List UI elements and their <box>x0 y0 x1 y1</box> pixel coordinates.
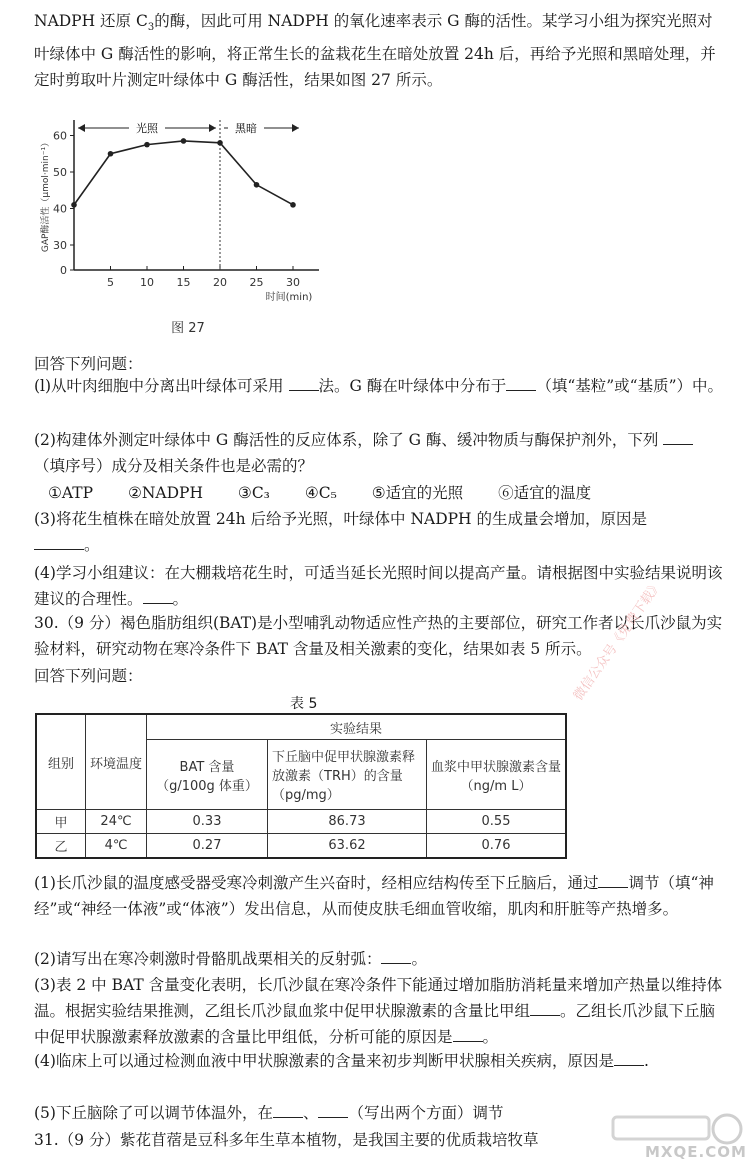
q30-1 <box>34 870 724 922</box>
q29-3-text: (3)将花生植株在暗处放置 24h 后给予光照，叶绿体中 NADPH 的生成量会增加，原因是 <box>34 510 648 528</box>
q29-1-text: (l)从叶肉细胞中分离出叶绿体可采用 <box>34 377 284 395</box>
data-point <box>217 140 223 146</box>
cell-trh: 86.73 <box>268 810 427 834</box>
activity-line <box>74 141 293 205</box>
x-axis-label: 时间(min) <box>265 292 313 303</box>
site-logo: MXQE.COM <box>605 1113 745 1165</box>
q29-1-text-b: 法。G 酶在叶绿体中分布于 <box>318 377 507 395</box>
data-point <box>181 138 187 144</box>
th-trh: 下丘脑中促甲状腺激素释放激素（TRH）的含量（pg/mg） <box>268 740 427 810</box>
th-group: 组别 <box>36 714 86 810</box>
q30-5-text-b: 、 <box>302 1104 319 1122</box>
x-tick-label: 5 <box>107 276 114 289</box>
intro-subscript: 3 <box>147 22 155 34</box>
intro-paragraph <box>34 8 724 93</box>
x-tick-label: 30 <box>286 276 300 289</box>
dark-label: 黑暗 <box>235 122 257 135</box>
x-tick-label: 25 <box>249 276 264 289</box>
y-axis-label: GAP酶活性（μmol·min⁻¹） <box>41 137 51 253</box>
q30-4 <box>34 1048 724 1074</box>
th-th: 血浆中甲状腺激素含量（ng/m L） <box>427 740 567 810</box>
answer-blank[interactable] <box>273 1103 303 1118</box>
answer-blank[interactable] <box>663 430 693 445</box>
cell-trh: 63.62 <box>268 834 427 859</box>
watermark: 微信公众号《免费下载》 <box>570 577 666 704</box>
y-tick-label: 60 <box>53 129 67 143</box>
table-row <box>36 834 566 859</box>
q29-4 <box>34 560 724 612</box>
cell-bat: 0.27 <box>147 834 268 859</box>
table-title: 表 5 <box>290 696 318 712</box>
option-6: ⑥适宜的温度 <box>498 484 592 502</box>
x-tick-label: 10 <box>140 276 154 289</box>
data-point <box>144 142 150 148</box>
answer-blank[interactable] <box>453 1027 483 1042</box>
q29-3-text-b: 。 <box>84 536 100 554</box>
cell-bat: 0.33 <box>147 810 268 834</box>
x-tick-label: 15 <box>176 276 191 289</box>
q30-1-text-b: 调节（填“神经”或“神经一体液”或“体液”）发出信息，从而使皮肤毛细血管收缩，肌肉和肝脏等产热增多。 <box>34 874 714 918</box>
q30-4-text: (4)临床上可以通过检测血液中甲状腺激素的含量来初步判断甲状腺相关疾病，原因是 <box>34 1052 614 1070</box>
y-tick-label: 30 <box>53 239 67 252</box>
q29-options <box>48 481 621 503</box>
q30-intro: 30.（9 分）褐色脂肪组织(BAT)是小型哺乳动物适应性产热的主要部位，研究工作者以长爪沙鼠为实验材料，研究动物在寒冷条件下 BAT 含量及相关激素的变化，结果如表 5 所示。 <box>34 614 723 658</box>
option-2: ②NADPH <box>127 484 203 502</box>
th-results: 实验结果 <box>147 714 567 740</box>
q29-1 <box>34 373 724 399</box>
table-5 <box>35 713 567 859</box>
option-1: ①ATP <box>48 484 94 502</box>
dark-arrow-head <box>292 124 299 132</box>
q30-3-text-b: 。乙组长爪沙鼠下丘脑中促甲状腺激素释放激素的含量比甲组低，分析可能的原因是 <box>34 1002 716 1046</box>
q30-1-text: (1)长爪沙鼠的温度感受器受寒冷刺激产生兴奋时，经相应结构传至下丘脑后，通过 <box>34 874 599 892</box>
cell-group: 甲 <box>36 810 86 834</box>
answer-blank[interactable] <box>614 1051 644 1066</box>
y-tick-label: 40 <box>53 202 67 216</box>
q29-2-text: (2)构建体外测定叶绿体中 G 酶活性的反应体系，除了 G 酶、缓冲物质与酶保护剂外，下列 <box>34 431 659 449</box>
data-point <box>108 151 114 157</box>
th-bat: BAT 含量（g/100g 体重） <box>147 740 268 810</box>
cell-th: 0.55 <box>427 810 567 834</box>
light-arrow-head-left <box>78 124 85 132</box>
q30-5-text: (5)下丘脑除了可以调节体温外，在 <box>34 1104 273 1122</box>
intro-text-b: 的酶，因此可用 NADPH 的氧化速率表示 G 酶的活性。某学习小组为探究光照对叶绿体中 G 酶活性的影响，将正常生长的盆栽花生在暗处放置 24h 后，再给予光照和黑暗处理，并定时剪取叶片测定叶绿体中 G 酶活性，结果如图 27 所示。 <box>34 12 716 90</box>
cell-temp: 4℃ <box>86 834 147 859</box>
answer-blank[interactable] <box>530 1001 560 1016</box>
q30-2-text: (2)请写出在寒冷刺激时骨骼肌战栗相关的反射弧： <box>34 950 382 968</box>
cell-th: 0.76 <box>427 834 567 859</box>
option-3: ③C₃ <box>237 484 270 502</box>
light-label: 光照 <box>136 122 158 135</box>
q30-3-text: (3)表 2 中 BAT 含量变化表明，长爪沙鼠在寒冷条件下能通过增加脂肪消耗量来增加产热量以维持体温。根据实验结果推测，乙组长爪沙鼠血浆中促甲状腺激素的含量比甲组 <box>34 976 723 1020</box>
intro-text-a: NADPH 还原 C <box>34 12 148 30</box>
th-temp: 环境温度 <box>86 714 147 810</box>
answer-blank[interactable] <box>381 949 411 964</box>
q29-2 <box>34 427 724 479</box>
data-point <box>71 202 77 208</box>
figure-caption: 图 27 <box>171 321 205 336</box>
answer-blank[interactable] <box>34 535 84 550</box>
q29-1-text-c: （填“基粒”或“基质”）中。 <box>536 377 724 395</box>
table-row <box>36 810 566 834</box>
q29-4-text-b: 。 <box>172 590 189 608</box>
answer-blank[interactable] <box>318 1103 348 1118</box>
data-point <box>254 182 260 188</box>
gap-activity-chart <box>38 100 338 345</box>
answer-blank[interactable] <box>598 873 628 888</box>
q29-4-text: (4)学习小组建议：在大棚栽培花生时，可适当延长光照时间以提高产量。请根据图中实验结果说明该建议的合理性。 <box>34 564 723 608</box>
q31-intro: 31.（9 分）紫花苜蓿是豆科多年生草本植物，是我国主要的优质栽培牧草 <box>34 1131 539 1149</box>
answer-blank[interactable] <box>143 589 173 604</box>
cell-temp: 24℃ <box>86 810 147 834</box>
q29-2-text-b: （填序号）成分及相关条件也是必需的？ <box>34 457 314 475</box>
light-arrow-head-right <box>209 124 216 132</box>
q30-5-text-c: （写出两个方面）调节 <box>348 1104 504 1122</box>
q30-3 <box>34 972 724 1050</box>
q30-2 <box>34 946 724 972</box>
data-point <box>290 202 296 208</box>
y-tick-label: 0 <box>60 264 67 277</box>
q30-4-text-b: . <box>643 1052 649 1070</box>
q30-3-text-c: 。 <box>482 1028 499 1046</box>
cell-group: 乙 <box>36 834 86 859</box>
q29-heading: 回答下列问题： <box>34 355 143 373</box>
x-tick-label: 20 <box>213 276 227 289</box>
answer-blank[interactable] <box>506 376 536 391</box>
q29-3 <box>34 506 724 558</box>
q30-heading: 回答下列问题： <box>34 667 143 685</box>
y-tick-label: 50 <box>53 166 67 179</box>
q30-2-text-b: 。 <box>411 950 427 968</box>
option-4: ④C₅ <box>304 484 337 502</box>
option-5: ⑤适宜的光照 <box>371 484 464 502</box>
answer-blank[interactable] <box>289 376 319 391</box>
